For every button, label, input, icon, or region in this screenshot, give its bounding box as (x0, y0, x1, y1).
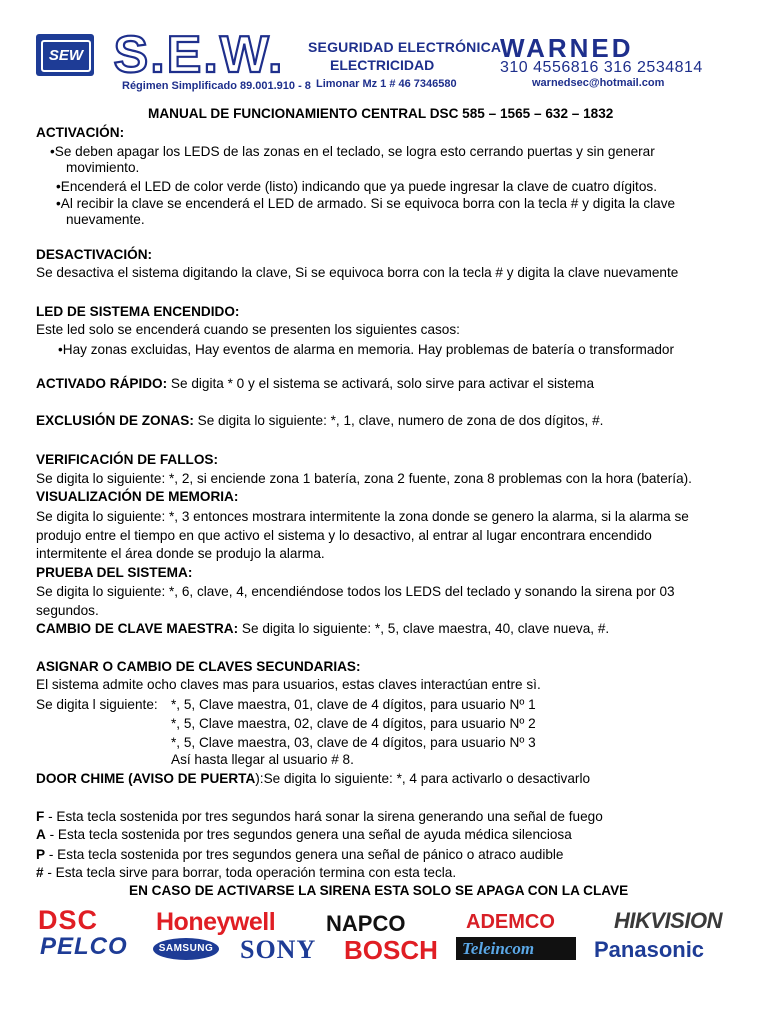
secundarias-line-1: El sistema admite ocho claves mas para usuarios, estas claves interactúan entre sì. (36, 677, 541, 692)
rapido-line (36, 376, 594, 392)
key-p-text: - Esta tecla sostenida por tres segundos genera una señal de pánico o atraco audible (45, 847, 564, 862)
prueba-line-1: Se digita lo siguiente: *, 6, clave, 4, encendiéndose todos los LEDS del teclado y sonando la sirena por 03 (36, 584, 675, 599)
key-f-line (36, 809, 603, 825)
exclusion-heading: EXCLUSIÓN DE ZONAS: (36, 413, 194, 428)
activacion-bullet-3: •Al recibir la clave se encenderá el LED de armado. Si se equivoca borra con la tecla # y digita la clave (56, 196, 676, 211)
memoria-line-3: intermitente el área donde se produjo la alarma. (36, 546, 325, 561)
warned-logo: WARNED (500, 33, 634, 63)
fallos-heading: VERIFICACIÓN DE FALLOS: (36, 452, 219, 467)
activacion-bullet-1: •Se deben apagar los LEDS de las zonas en el teclado, se logra esto cerrando puertas y sin generar (50, 144, 655, 159)
key-f: F (36, 809, 45, 824)
sony-logo: SONY (240, 935, 317, 964)
dsc-logo: DSC (38, 905, 99, 935)
exclusion-text: Se digita lo siguiente: *, 1, clave, numero de zona de dos dígitos, #. (193, 413, 604, 428)
key-f-text: - Esta tecla sostenida por tres segundos hará sonar la sirena generando una señal de fuego (44, 809, 603, 824)
key-hash-text: - Esta tecla sirve para borrar, toda operación termina con esta tecla. (43, 865, 457, 880)
company-line1: SEGURIDAD ELECTRÓNICA (308, 39, 502, 55)
pelco-logo: PELCO (40, 933, 128, 960)
secundarias-code-1: *, 5, Clave maestra, 01, clave de 4 dígitos, para usuario Nº 1 (171, 697, 536, 712)
sew-badge-text: SEW (41, 40, 91, 72)
memoria-heading: VISUALIZACIÓN DE MEMORIA: (36, 489, 239, 504)
rapido-heading: ACTIVADO RÁPIDO: (36, 376, 168, 391)
prueba-line-2: segundos. (36, 603, 99, 618)
prueba-heading: PRUEBA DEL SISTEMA: (36, 565, 193, 580)
key-a-text: - Esta tecla sostenida por tres segundos genera una señal de ayuda médica silenciosa (45, 827, 572, 842)
secundarias-code-2: *, 5, Clave maestra, 02, clave de 4 dígitos, para usuario Nº 2 (171, 716, 536, 731)
regimen-text: Régimen Simplificado 89.001.910 - 8 (122, 80, 311, 92)
key-a-line (36, 827, 572, 843)
samsung-logo-text: SAMSUNG (158, 943, 214, 954)
chime-text: ):Se digita lo siguiente: *, 4 para activarlo o desactivarlo (255, 771, 591, 786)
fallos-text: Se digita lo siguiente: *, 2, si enciende zona 1 batería, zona 2 fuente, zona 8 problemas con la hora (batería). (36, 471, 692, 486)
sew-logo-text: S.E.W. (113, 28, 285, 80)
phone-numbers: 310 4556816 316 2534814 (500, 59, 703, 76)
secundarias-line-2: Se digita l siguiente: (36, 697, 158, 712)
doc-title: MANUAL DE FUNCIONAMIENTO CENTRAL DSC 585 – 1565 – 632 – 1832 (148, 106, 614, 121)
key-hash: # (36, 865, 44, 880)
memoria-line-1: Se digita lo siguiente: *, 3 entonces mostrara intermitente la zona donde se genero la alarma, si la alarma se (36, 509, 689, 524)
maestra-line (36, 621, 609, 637)
sew-badge (36, 34, 94, 76)
teleincom-logo-text: Teleincom (462, 939, 535, 958)
teleincom-logo (456, 937, 576, 960)
led-heading: LED DE SISTEMA ENCENDIDO: (36, 304, 240, 319)
led-bullet: •Hay zonas excluidas, Hay eventos de alarma en memoria. Hay problemas de batería o transformador (58, 342, 675, 357)
led-text: Este led solo se encenderá cuando se presenten los siguientes casos: (36, 322, 460, 337)
address-text: Limonar Mz 1 # 46 7346580 (316, 78, 457, 90)
key-hash-line (36, 865, 456, 881)
key-a: A (36, 827, 46, 842)
bosch-logo: BOSCH (344, 935, 438, 965)
samsung-logo (153, 938, 219, 960)
maestra-text: Se digita lo siguiente: *, 5, clave maestra, 40, clave nueva, #. (238, 621, 610, 636)
secundarias-heading: ASIGNAR O CAMBIO DE CLAVES SECUNDARIAS: (36, 659, 361, 674)
activacion-bullet-1-cont: movimiento. (66, 160, 140, 175)
panasonic-logo: Panasonic (594, 937, 705, 962)
secundarias-code-3: *, 5, Clave maestra, 03, clave de 4 dígitos, para usuario Nº 3 (171, 735, 536, 750)
activacion-bullet-2: •Encenderá el LED de color verde (listo) indicando que ya puede ingresar la clave de cuatro dígitos. (56, 179, 657, 194)
ademco-logo: ADEMCO (466, 911, 555, 933)
key-p: P (36, 847, 46, 862)
chime-heading: DOOR CHIME (AVISO DE PUERTA (36, 771, 256, 786)
desactivacion-heading: DESACTIVACIÓN: (36, 247, 153, 262)
activacion-bullet-3-cont: nuevamente. (66, 212, 145, 227)
napco-logo: NAPCO (326, 911, 406, 936)
desactivacion-text: Se desactiva el sistema digitando la clave, Si se equivoca borra con la tecla # y digita la clave nuevamente (36, 265, 679, 280)
hikvision-logo: HIKVISION (614, 908, 722, 933)
email-address[interactable]: warnedsec@hotmail.com (532, 77, 665, 89)
chime-line (36, 771, 590, 787)
secundarias-code-4: Así hasta llegar al usuario # 8. (171, 752, 354, 767)
exclusion-line (36, 413, 603, 429)
rapido-text: Se digita * 0 y el sistema se activará, solo sirve para activar el sistema (167, 376, 595, 391)
key-p-line (36, 847, 564, 863)
company-line2: ELECTRICIDAD (330, 57, 435, 73)
honeywell-logo: Honeywell (156, 908, 276, 936)
footer-warning: EN CASO DE ACTIVARSE LA SIRENA ESTA SOLO SE APAGA CON LA CLAVE (129, 883, 629, 898)
activacion-heading: ACTIVACIÓN: (36, 125, 125, 140)
memoria-line-2: produjo entre el tiempo en que activo el sistema y lo desactivo, al entrar al lugar encontrara encendido (36, 528, 652, 543)
sew-logo (104, 28, 294, 80)
maestra-heading: CAMBIO DE CLAVE MAESTRA: (36, 621, 239, 636)
